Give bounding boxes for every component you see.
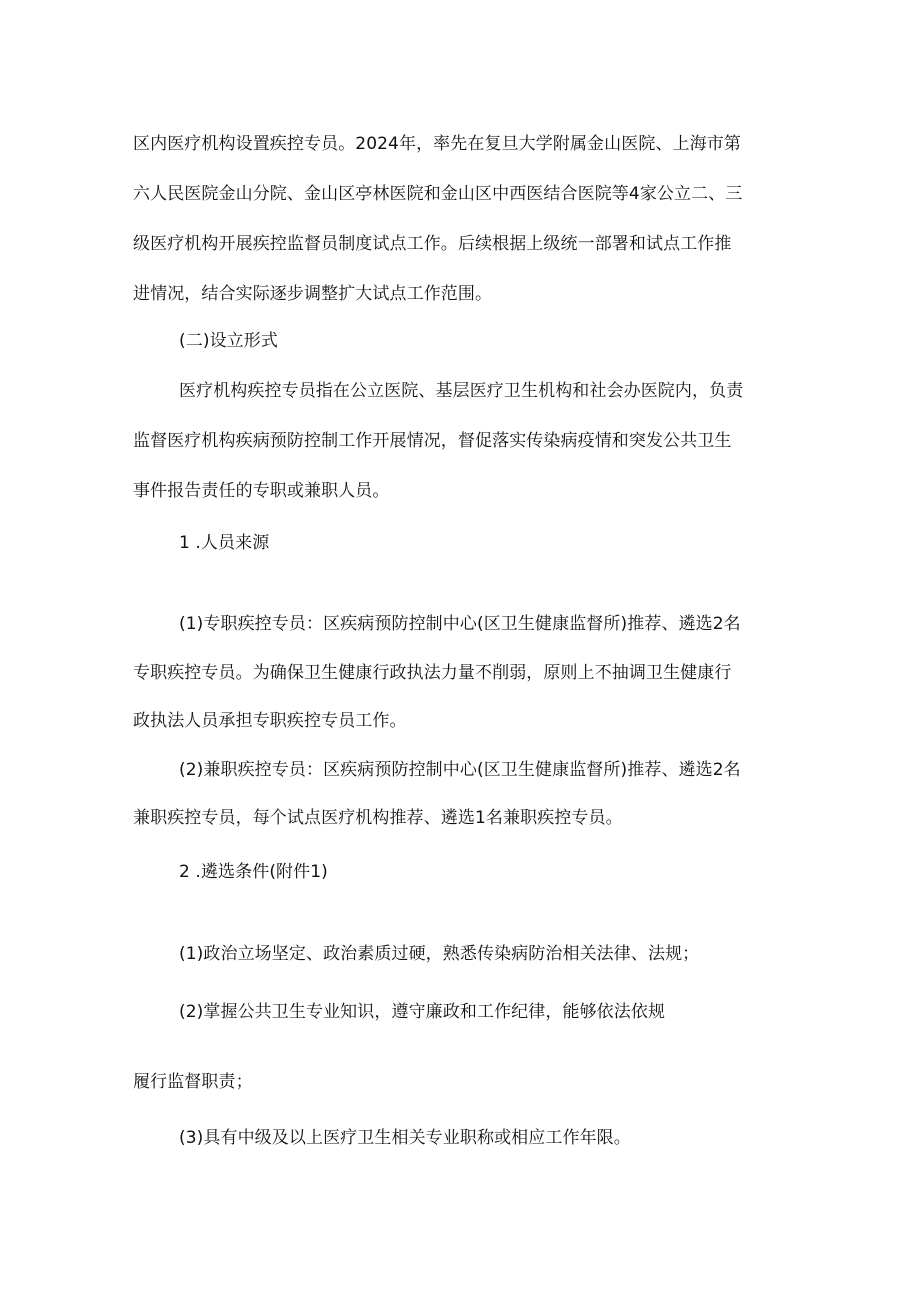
item2-condition-2-line-1: (2)掌握公共卫生专业知识，遵守廉政和工作纪律，能够依法依规	[179, 1002, 666, 1022]
item1-sub1-line-1: (1)专职疾控专员：区疾病预防控制中心(区卫生健康监督所)推荐、遴选2名	[179, 614, 741, 634]
intro-line-2: 六人民医院金山分院、金山区亭林医院和金山区中西医结合医院等4家公立二、三	[133, 184, 743, 204]
intro-line-1: 区内医疗机构设置疾控专员。2024年，率先在复旦大学附属金山医院、上海市第	[133, 134, 741, 154]
item1-sub2-line-2: 兼职疾控专员，每个试点医疗机构推荐、遴选1名兼职疾控专员。	[133, 808, 623, 828]
item2-condition-2-line-2: 履行监督职责；	[133, 1072, 253, 1092]
item1-sub1-line-2: 专职疾控专员。为确保卫生健康行政执法力量不削弱，原则上不抽调卫生健康行	[133, 663, 732, 683]
section-heading-2: (二)设立形式	[179, 331, 278, 351]
section2-para-line-3: 事件报告责任的专职或兼职人员。	[133, 481, 390, 501]
item-heading-1: 1 .人员来源	[179, 533, 270, 553]
section2-para-line-1: 医疗机构疾控专员指在公立医院、基层医疗卫生机构和社会办医院内，负责	[179, 381, 744, 401]
item2-condition-1: (1)政治立场坚定、政治素质过硬，熟悉传染病防治相关法律、法规；	[179, 944, 700, 964]
item2-condition-3: (3)具有中级及以上医疗卫生相关专业职称或相应工作年限。	[179, 1128, 631, 1148]
intro-line-4: 进情况，结合实际逐步调整扩大试点工作范围。	[133, 284, 493, 304]
section2-para-line-2: 监督医疗机构疾病预防控制工作开展情况，督促落实传染病疫情和突发公共卫生	[133, 431, 732, 451]
item1-sub2-line-1: (2)兼职疾控专员：区疾病预防控制中心(区卫生健康监督所)推荐、遴选2名	[179, 760, 741, 780]
item-heading-2: 2 .遴选条件(附件1)	[179, 862, 328, 882]
intro-line-3: 级医疗机构开展疾控监督员制度试点工作。后续根据上级统一部署和试点工作推	[133, 234, 732, 254]
item1-sub1-line-3: 政执法人员承担专职疾控专员工作。	[133, 711, 407, 731]
